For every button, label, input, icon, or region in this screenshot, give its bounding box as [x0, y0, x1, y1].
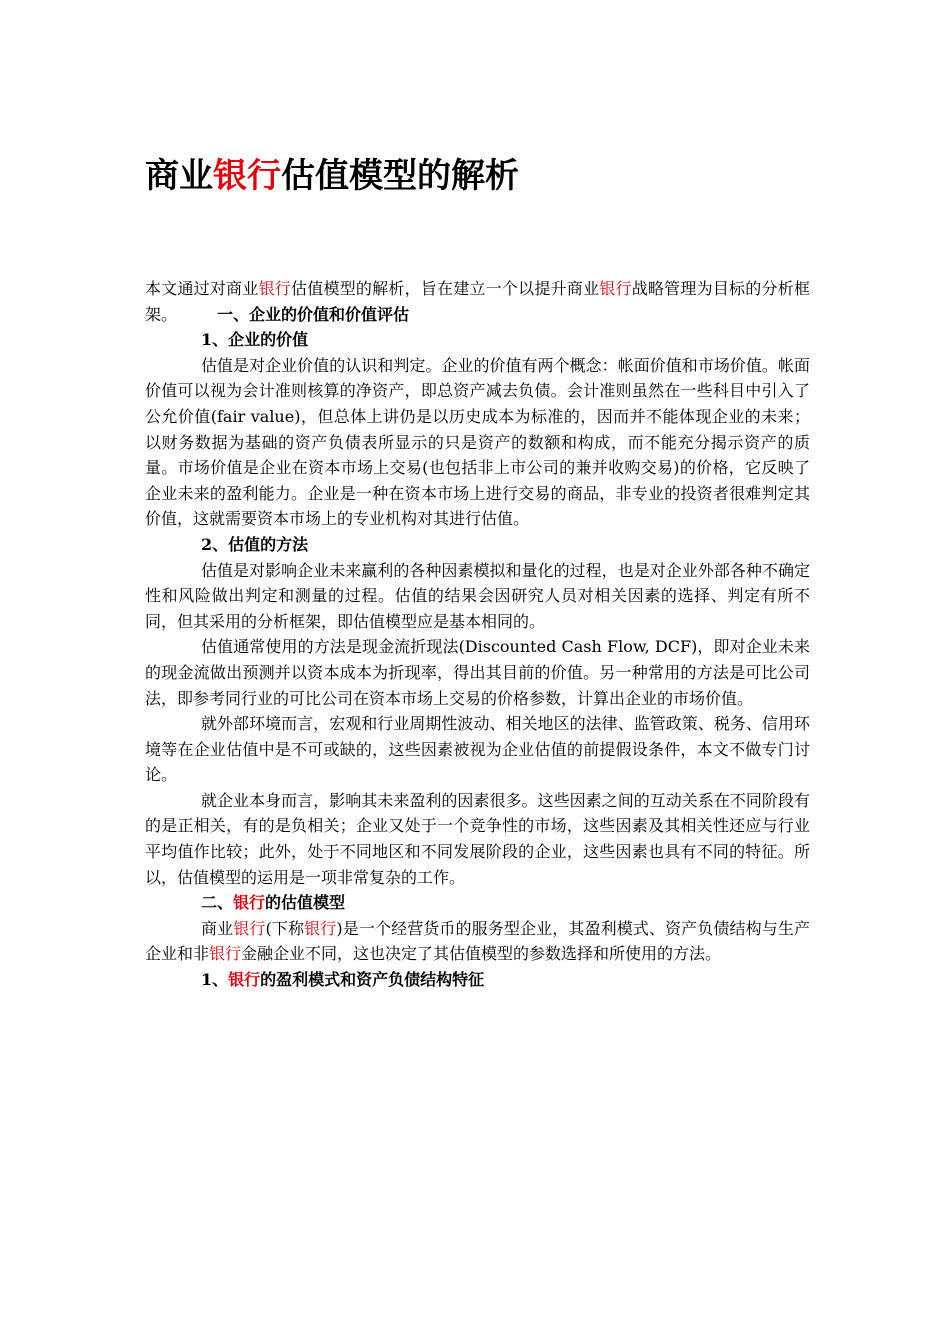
paragraph-internal-factors: 就企业本身而言，影响其未来盈利的因素很多。这些因素之间的互动关系在不同阶段有的是正相关，有的是负相关；企业又处于一个竞争性的市场，这些因素及其相关性还应与行业平均值作比较；此外，处于不同地区和不同发展阶段的企业，这些因素也具有不同的特征。所以，估值模型的运用是一项非常复杂的工作。 — [145, 790, 810, 887]
intro-highlight: 银行 — [599, 279, 632, 298]
paragraph-external-environment: 就外部环境而言，宏观和行业周期性波动、相关地区的法律、监管政策、税务、信用环境等在企业估值中是不可或缺的，这些因素被视为企业估值的前提假设条件，本文不做专门讨论。 — [145, 714, 810, 785]
paragraph-valuation-method-1: 估值是对影响企业未来赢利的各种因素模拟和量化的过程，也是对企业外部各种不确定性和风险做出判定和测量的过程。估值的结果会因研究人员对相关因素的选择、判定有所不同，但其采用的分析框架，即估值模型应是基本相同的。 — [145, 560, 810, 631]
document-title — [145, 152, 810, 200]
section2-heading-highlight: 银行 — [233, 893, 266, 913]
bank-text: 金融企业不同，这也决定了其估值模型的参数选择和所使用的方法。 — [241, 944, 722, 964]
bank-highlight: 银行 — [209, 944, 242, 964]
bank-text: 商业 — [201, 918, 234, 938]
subsection3-heading-text: 1、 — [201, 970, 229, 990]
subsection3-heading-text: 的盈利模式和资产负债结构特征 — [260, 970, 485, 990]
subsection2-heading: 2、估值的方法 — [201, 534, 309, 554]
section1-heading: 一、企业的价值和价值评估 — [217, 304, 410, 324]
intro-text: 战略管理为目标的分析框架。 — [145, 279, 810, 324]
section2-heading — [145, 890, 810, 916]
section2-heading-text: 二、 — [201, 893, 234, 913]
intro-highlight: 银行 — [258, 279, 292, 298]
intro-text: 估值模型的解析，旨在建立一个以提升商业 — [291, 279, 600, 298]
title-highlight: 银行 — [213, 156, 281, 196]
bank-text: (下称 — [265, 918, 305, 938]
subsection3-heading-highlight: 银行 — [228, 970, 261, 990]
paragraph-enterprise-value: 估值是对企业价值的认识和判定。企业的价值有两个概念：帐面价值和市场价值。帐面价值可以视为会计准则核算的净资产，即总资产减去负债。会计准则虽然在一些科目中引入了公允价值(fair value)，但总体上讲仍是以历史成本为标准的，因而并不能体现企业的未来；以财务数据为基础的资产负债表所显示的只是资产的数额和构成，而不能充分揭示资产的质量。市场价值是企业在资本市场上交易(也包括非上市公司的兼并收购交易)的价格，它反映了企业未来的盈利能力。企业是一种在资本市场上进行交易的商品，非专业的投资者很难判定其价值，这就需要资本市场上的专业机构对其进行估值。 — [145, 355, 810, 529]
subsection1-heading: 1、企业的价值 — [201, 330, 309, 350]
paragraph-bank — [145, 916, 810, 967]
bank-highlight: 银行 — [233, 918, 266, 938]
paragraph-valuation-method-2: 估值通常使用的方法是现金流折现法(Discounted Cash Flow, DCF)，即对企业未来的现金流做出预测并以资本成本为折现率，得出其目前的价值。另一种常用的方法是可比公司法，即参考同行业的可比公司在资本市场上交易的价格参数，计算出企业的市场价值。 — [145, 637, 810, 708]
title-text-part2: 估值模型的解析 — [281, 156, 519, 196]
bank-text: )是一个经营货币的服务型企业，其盈利模式、资产负债结构与生产企业和非 — [145, 918, 811, 964]
section2-heading-text: 的估值模型 — [265, 893, 346, 913]
title-text-part1: 商业 — [145, 156, 213, 196]
document-body — [145, 276, 810, 993]
subsection3-heading — [145, 967, 810, 993]
bank-highlight: 银行 — [304, 918, 337, 938]
intro-paragraph — [145, 276, 810, 327]
intro-text: 本文通过对商业 — [145, 279, 259, 298]
